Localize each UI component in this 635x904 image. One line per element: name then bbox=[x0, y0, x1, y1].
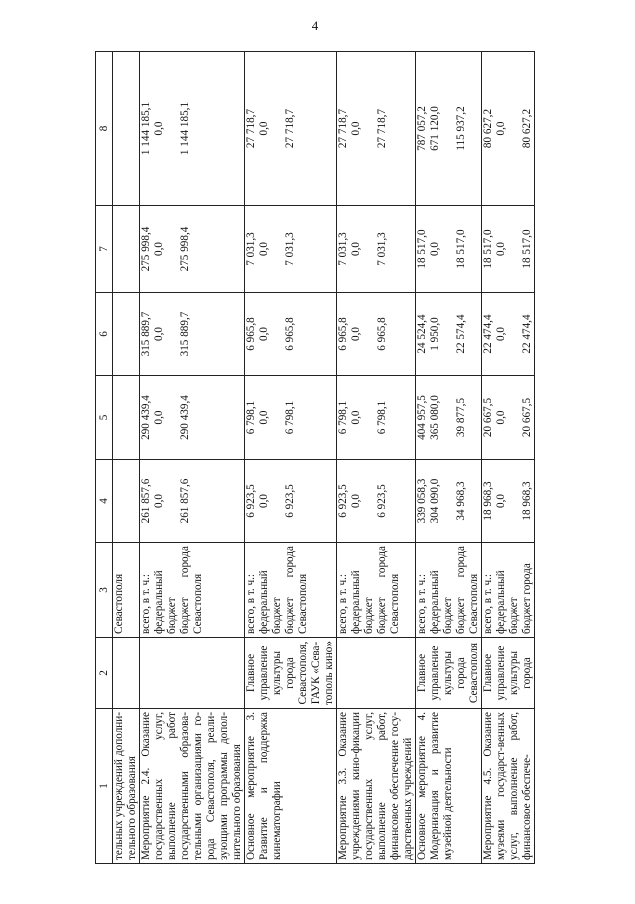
amount-value: 6 923,5 bbox=[245, 484, 257, 518]
amount-value: 261 857,6 bbox=[179, 478, 191, 524]
amount-value: 404 957,5 bbox=[416, 395, 428, 440]
header-row bbox=[96, 52, 113, 864]
amount-value: 0,0 bbox=[153, 121, 165, 136]
amount-cell bbox=[140, 460, 245, 543]
activity-cell: Основное мероприятие 3. Развитие и поддержка кинематографии bbox=[245, 709, 337, 864]
amount-value: 27 718,7 bbox=[284, 108, 296, 149]
activity-cell: Основное мероприятие 4. Модернизация и развитие музейной деятельности bbox=[416, 709, 482, 864]
funding-source-label: федеральный бюджет bbox=[153, 570, 178, 634]
amount-value: 0,0 bbox=[153, 410, 165, 425]
funding-source-label: всего, в т. ч.: bbox=[416, 573, 428, 634]
amount-value: 7 031,3 bbox=[337, 232, 349, 266]
amount-value: 6 965,8 bbox=[284, 317, 296, 351]
amount-cell bbox=[416, 52, 482, 206]
funding-source-label: бюджет города Севастополя bbox=[376, 546, 401, 634]
column-number-cell: 2 bbox=[96, 638, 113, 709]
table-body bbox=[96, 52, 535, 864]
amount-value: 34 968,3 bbox=[455, 481, 467, 521]
amount-value: 0,0 bbox=[495, 494, 507, 508]
funding-source-label: всего, в т. ч.: bbox=[482, 573, 494, 634]
funding-source-cell bbox=[482, 543, 535, 638]
amount-value: 1 950,0 bbox=[429, 317, 441, 351]
amount-cell bbox=[140, 52, 245, 206]
funding-source-cell bbox=[337, 543, 416, 638]
amount-value: 339 058,3 bbox=[416, 478, 428, 524]
amount-value: 6 798,1 bbox=[376, 400, 388, 435]
amount-cell bbox=[245, 460, 337, 543]
activity-cell: Мероприятие 2.4. Оказание государственных услуг, выполнение работ государственными образова-тельными организациями го-рода Севастополя, реали-зующими программы допол-нительного образования bbox=[140, 709, 245, 864]
amount-cell bbox=[337, 376, 416, 460]
amount-cell bbox=[245, 376, 337, 460]
amount-value: 0,0 bbox=[495, 410, 507, 425]
amount-value: 115 937,2 bbox=[455, 106, 467, 151]
amount-value: 80 627,2 bbox=[482, 108, 494, 149]
activity-cell: Мероприятие 3.3. Оказание учреждениями кино-фикации государственных услуг, выполнение работ, финансовое обеспечение госу-дарственных учреждений bbox=[337, 709, 416, 864]
amount-value: 80 627,2 bbox=[521, 108, 533, 149]
table-row bbox=[482, 52, 535, 864]
amount-value: 275 998,4 bbox=[140, 226, 152, 272]
funding-source-label: федеральный бюджет bbox=[258, 570, 283, 634]
amount-value: 315 889,7 bbox=[179, 311, 191, 357]
amount-value: 6 798,1 bbox=[284, 400, 296, 435]
amount-cell bbox=[113, 293, 140, 376]
column-number-cell: 3 bbox=[96, 543, 113, 638]
budget-table bbox=[95, 51, 535, 864]
amount-value: 0,0 bbox=[153, 242, 165, 256]
funding-source-cell bbox=[416, 543, 482, 638]
rotated-table-wrapper bbox=[95, 52, 585, 864]
amount-cell bbox=[140, 206, 245, 293]
amount-cell bbox=[113, 52, 140, 206]
amount-value: 22 574,4 bbox=[455, 314, 467, 354]
amount-value: 0,0 bbox=[153, 494, 165, 508]
funding-source-label: бюджет города Севастополя bbox=[455, 546, 480, 634]
amount-value: 6 965,8 bbox=[376, 317, 388, 351]
amount-cell bbox=[245, 206, 337, 293]
amount-value: 0,0 bbox=[350, 121, 362, 136]
amount-value: 6 798,1 bbox=[245, 400, 257, 435]
amount-value: 6 923,5 bbox=[337, 484, 349, 518]
funding-source-label: федеральный бюджет bbox=[495, 570, 520, 634]
amount-value: 18 968,3 bbox=[482, 481, 494, 521]
amount-cell bbox=[416, 206, 482, 293]
column-number-cell: 5 bbox=[96, 376, 113, 460]
amount-cell bbox=[337, 52, 416, 206]
amount-value: 0,0 bbox=[350, 410, 362, 425]
activity-cell: Мероприятие 4.5. Оказание музеями государст-венных услуг, выполнение работ, финансовое обеспече- bbox=[482, 709, 535, 864]
amount-value: 27 718,7 bbox=[245, 108, 257, 149]
amount-value: 787 057,2 bbox=[416, 106, 428, 151]
amount-cell bbox=[245, 52, 337, 206]
amount-value: 0,0 bbox=[258, 327, 270, 341]
executor-cell bbox=[113, 638, 140, 709]
amount-value: 0,0 bbox=[258, 410, 270, 425]
amount-value: 27 718,7 bbox=[376, 108, 388, 149]
amount-value: 6 965,8 bbox=[245, 317, 257, 351]
amount-value: 0,0 bbox=[350, 242, 362, 256]
amount-value: 315 889,7 bbox=[140, 311, 152, 357]
column-number-cell: 4 bbox=[96, 460, 113, 543]
funding-source-label: бюджет города Севастополя bbox=[179, 546, 204, 634]
column-number-cell: 6 bbox=[96, 293, 113, 376]
amount-value: 0,0 bbox=[495, 242, 507, 256]
amount-value: 275 998,4 bbox=[179, 226, 191, 272]
funding-source-cell bbox=[140, 543, 245, 638]
amount-cell bbox=[416, 293, 482, 376]
amount-value: 18 517,0 bbox=[521, 229, 533, 269]
funding-source-label: бюджет города bbox=[521, 563, 533, 634]
amount-value: 6 923,5 bbox=[376, 484, 388, 518]
amount-value: 18 517,0 bbox=[416, 229, 428, 269]
amount-cell bbox=[416, 460, 482, 543]
funding-source-cell bbox=[113, 543, 140, 638]
amount-value: 22 474,4 bbox=[521, 314, 533, 354]
amount-value: 261 857,6 bbox=[140, 478, 152, 524]
amount-value: 20 667,5 bbox=[482, 397, 494, 438]
executor-cell: Главное управление культуры города Севастополя, ГАУК «Сева-тополь кино» bbox=[245, 638, 337, 709]
amount-cell bbox=[337, 460, 416, 543]
amount-cell bbox=[245, 293, 337, 376]
table-row bbox=[245, 52, 337, 864]
activity-cell: тельных учреждений дополни-тельного образования bbox=[113, 709, 140, 864]
amount-value: 1 144 185,1 bbox=[179, 101, 191, 156]
amount-value: 1 144 185,1 bbox=[140, 101, 152, 156]
column-number-cell: 8 bbox=[96, 52, 113, 206]
amount-cell bbox=[140, 376, 245, 460]
funding-source-label: всего, в т. ч.: bbox=[140, 573, 152, 634]
amount-value: 18 517,0 bbox=[455, 229, 467, 269]
column-number-cell: 7 bbox=[96, 206, 113, 293]
amount-value: 20 667,5 bbox=[521, 397, 533, 438]
amount-value: 6 798,1 bbox=[337, 400, 349, 435]
amount-cell bbox=[337, 206, 416, 293]
amount-cell bbox=[482, 376, 535, 460]
column-number-cell: 1 bbox=[96, 709, 113, 864]
amount-value: 0,0 bbox=[495, 121, 507, 136]
amount-value: 0,0 bbox=[495, 327, 507, 341]
amount-value: 290 439,4 bbox=[140, 395, 152, 440]
amount-value: 304 090,0 bbox=[429, 478, 441, 524]
amount-cell bbox=[482, 52, 535, 206]
amount-cell bbox=[482, 206, 535, 293]
amount-value: 290 439,4 bbox=[179, 395, 191, 440]
funding-source-label: всего, в т. ч.: bbox=[337, 573, 349, 634]
amount-cell bbox=[482, 460, 535, 543]
amount-cell bbox=[113, 460, 140, 543]
funding-source-label: федеральный бюджет bbox=[350, 570, 375, 634]
amount-cell bbox=[113, 376, 140, 460]
amount-value: 7 031,3 bbox=[376, 232, 388, 266]
funding-source-label: федеральный бюджет bbox=[429, 570, 454, 634]
table-row bbox=[416, 52, 482, 864]
amount-cell bbox=[113, 206, 140, 293]
amount-cell bbox=[482, 293, 535, 376]
amount-cell bbox=[416, 376, 482, 460]
executor-cell: Главное управление культуры города bbox=[482, 638, 535, 709]
executor-cell bbox=[337, 638, 416, 709]
amount-value: 6 923,5 bbox=[284, 484, 296, 518]
table-row bbox=[337, 52, 416, 864]
funding-source-cell bbox=[245, 543, 337, 638]
amount-value: 0,0 bbox=[258, 494, 270, 508]
executor-cell bbox=[140, 638, 245, 709]
amount-value: 0,0 bbox=[429, 242, 441, 256]
amount-value: 0,0 bbox=[153, 327, 165, 341]
amount-value: 0,0 bbox=[258, 121, 270, 136]
amount-value: 0,0 bbox=[350, 327, 362, 341]
amount-value: 7 031,3 bbox=[284, 232, 296, 266]
amount-value: 22 474,4 bbox=[482, 314, 494, 354]
amount-value: 39 877,5 bbox=[455, 397, 467, 438]
amount-value: 0,0 bbox=[258, 242, 270, 256]
funding-source-label: бюджет города Севастополя bbox=[284, 546, 309, 634]
funding-source-label: всего, в т. ч.: bbox=[245, 573, 257, 634]
amount-value: 0,0 bbox=[350, 494, 362, 508]
amount-value: 7 031,3 bbox=[245, 232, 257, 266]
table-row bbox=[140, 52, 245, 864]
amount-cell bbox=[337, 293, 416, 376]
amount-cell bbox=[140, 293, 245, 376]
amount-value: 18 968,3 bbox=[521, 481, 533, 521]
page-number: 4 bbox=[311, 18, 319, 33]
amount-value: 24 524,4 bbox=[416, 314, 428, 354]
amount-value: 671 120,0 bbox=[429, 106, 441, 151]
amount-value: 27 718,7 bbox=[337, 108, 349, 149]
table-row bbox=[113, 52, 140, 864]
amount-value: 365 080,0 bbox=[429, 395, 441, 440]
funding-source-label: Севастополя bbox=[113, 573, 125, 634]
amount-value: 18 517,0 bbox=[482, 229, 494, 269]
executor-cell: Главное управление культуры города Севастополя bbox=[416, 638, 482, 709]
amount-value: 6 965,8 bbox=[337, 317, 349, 351]
